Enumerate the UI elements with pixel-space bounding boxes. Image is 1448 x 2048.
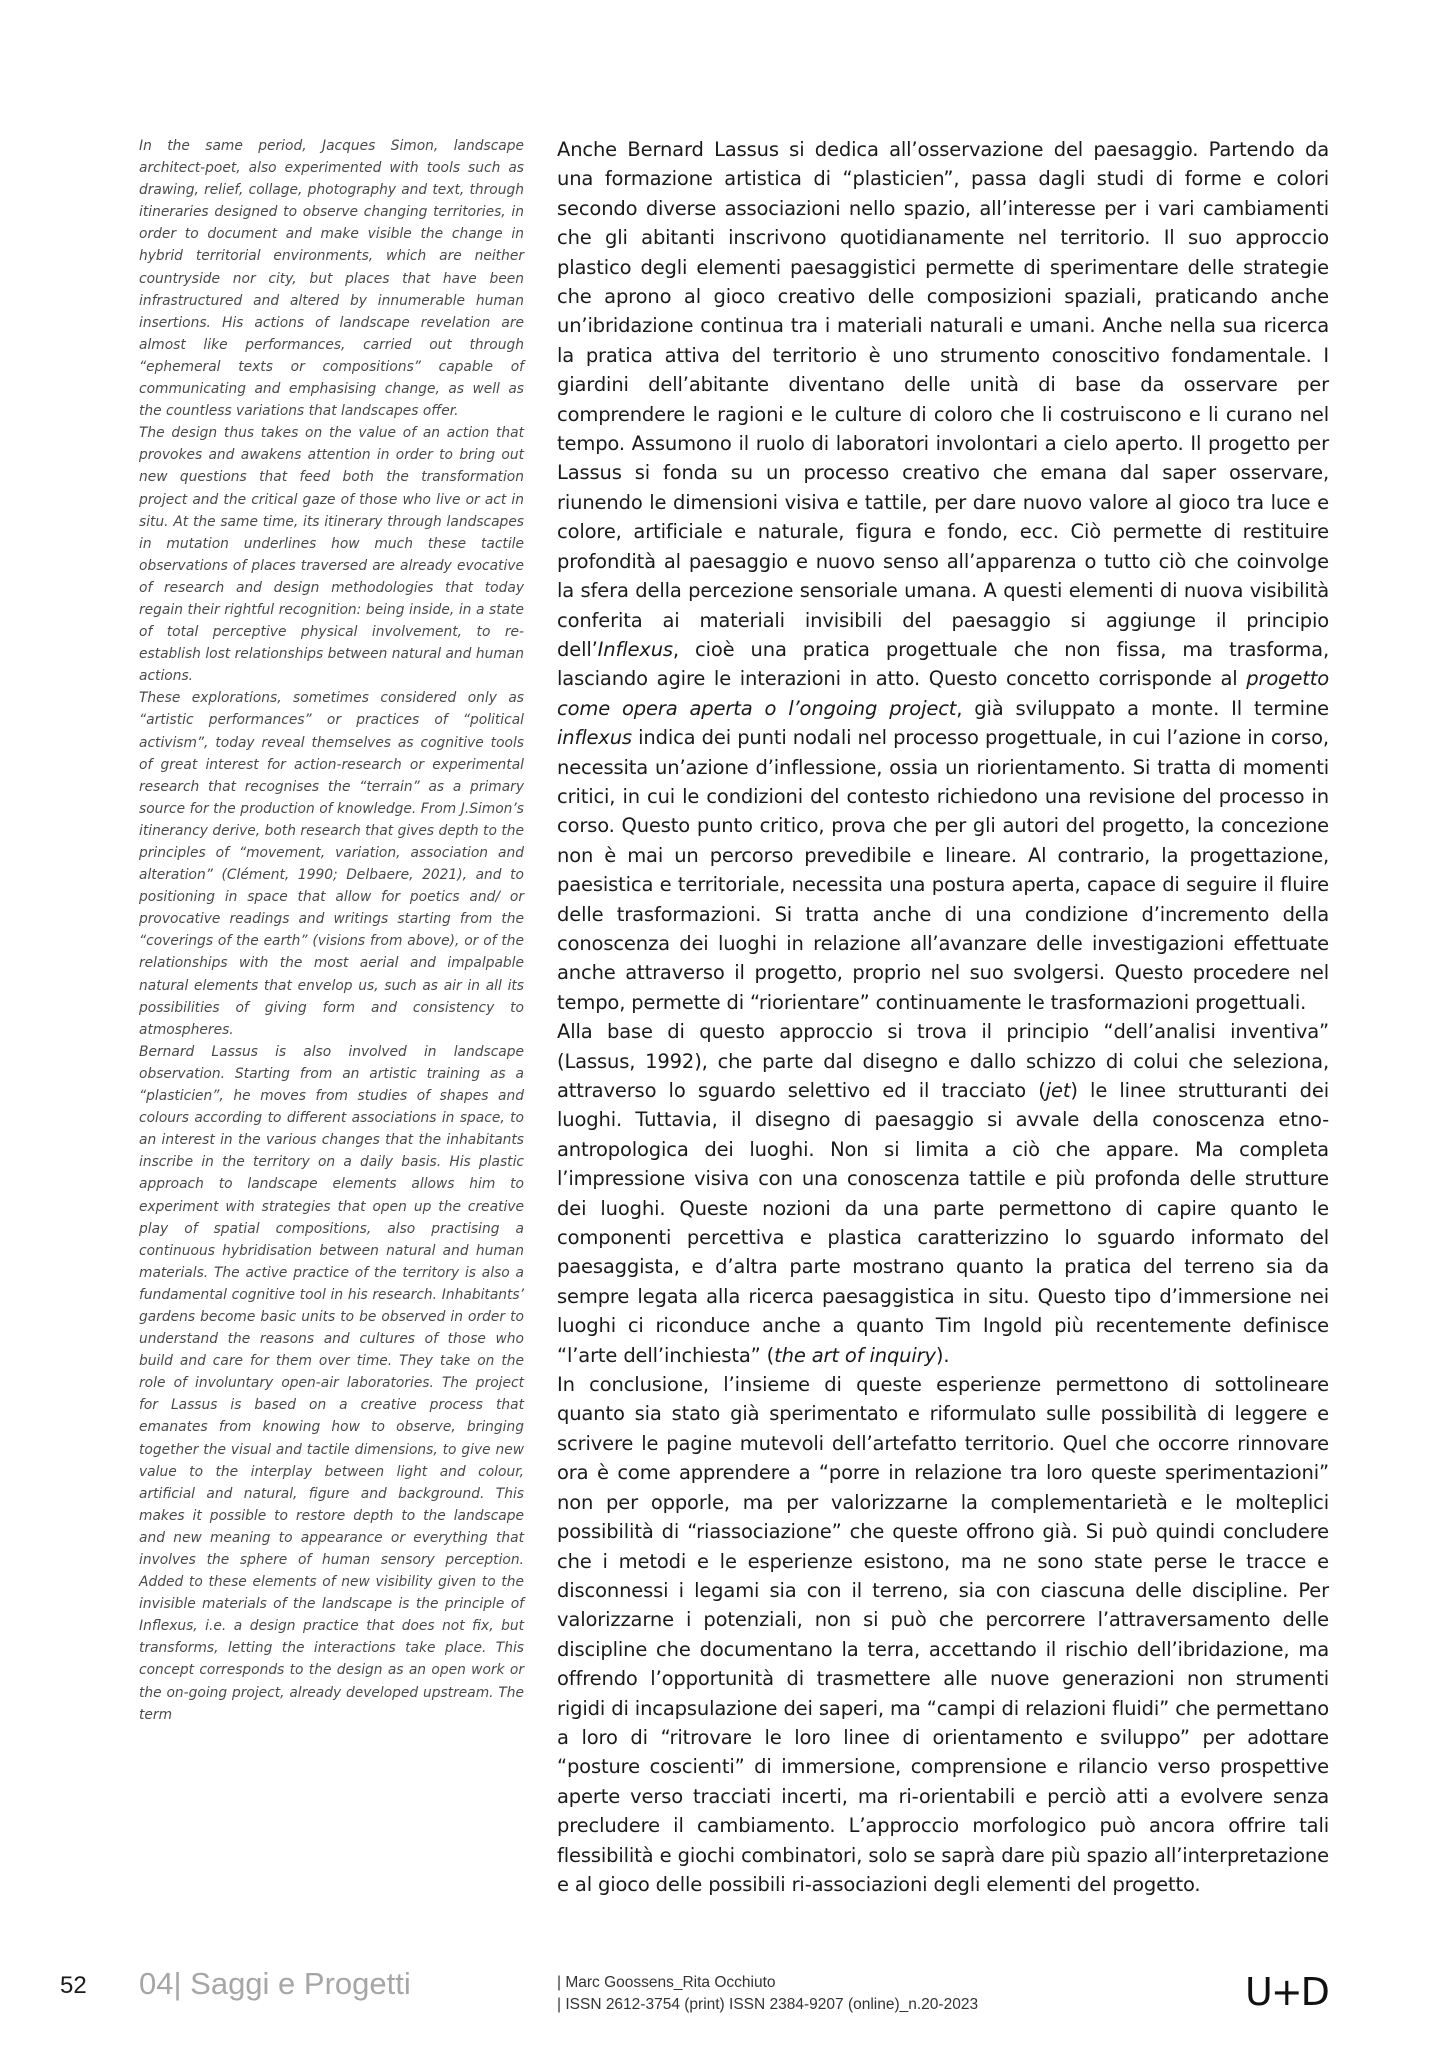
text-run: ). <box>935 1343 950 1367</box>
text-run-italic: the art of inquiry <box>774 1343 936 1367</box>
text-run-italic: progetto come opera aperta o l’ongoing project <box>557 667 1329 720</box>
footer-issn: | ISSN 2612-3754 (print) ISSN 2384-9207 (online)_n.20-2023 <box>557 1996 979 2013</box>
text-run-italic: inflexus <box>557 726 632 750</box>
left-paragraph-1: In the same period, Jacques Simon, landscape architect-poet, also experimented with tools such as drawing, relief, collage, photography and text, through itineraries designed to observe changing territories, in order to document and make visible the change in hybrid territorial environments, which are neither countryside nor city, but places that have been infrastructured and altered by innumerable human insertions. His actions of landscape revelation are almost like performances, carried out through “ephemeral texts or compositions” capable of communicating and emphasising change, as well as the countless variations that landscapes offer. <box>139 138 524 420</box>
right-paragraph-3: In conclusione, l’insieme di queste esperienze permettono di sottolineare quanto sia stato già sperimentato e riformulato sulle possibilità di leggere e scrivere le pagine mutevoli dell’artefatto territorio. Quel che occorre rinnovare ora è come apprendere a “porre in relazione tra loro queste sperimentazioni” non per opporle, ma per valorizzarne la complementarietà e le molteplici possibilità di “riassociazione” che queste offrono già. Si può quindi concludere che i metodi e le esperienze esistono, ma ne sono state perse le tracce e disconnessi i legami sia con il terreno, sia con ciascuna delle discipline. Per valorizzarne i potenziali, non si può che percorrere l’attraversamento delle discipline che documentano la terra, accettando il rischio dell’ibridazione, ma offrendo l’opportunità di trasmettere alle nuove generazioni non strumenti rigidi di incapsulazione dei saperi, ma “campi di relazioni fluidi” che permettano a loro di “ritrovare le loro linee di orientamento e sviluppo” per adottare “posture coscienti” di immersione, comprensione e rilancio verso prospettive aperte verso tracciati incerti, ma ri-orientabili e perciò atti a evolvere senza precludere il cambiamento. L’approccio morfologico può ancora offrire tali flessibilità e giochi combinatori, solo se saprà dare più spazio all’interpretazione e al gioco delle possibili ri-associazioni degli elementi del progetto. <box>557 1373 1329 1896</box>
left-paragraph-3: These explorations, sometimes considered only as “artistic performances” or practices of “political activism”, today reveal themselves as cognitive tools of great interest for action-research or experimental research that recognises the “terrain” as a primary source for the production of knowledge. From J.Simon’s itinerancy derive, both research that gives depth to the principles of “movement, variation, association and alteration” (Clément, 1990; Delbaere, 2021), and to positioning in space that allow for poetics and/ or provocative readings and writings starting from the “coverings of the earth” (visions from above), or of the relationships with the most aerial and impalpable natural elements that envelop us, such as air in all its possibilities of giving form and consistency to atmospheres. <box>139 690 524 1038</box>
left-paragraph-2: The design thus takes on the value of an action that provokes and awakens attention in order to bring out new questions that feed both the transformation project and the critical gaze of those who live or act in situ. At the same time, its itinerary through landscapes in mutation underlines how much these tactile observations of places traversed are already evocative of research and design methodologies that today regain their rightful recognition: being inside, in a state of total perceptive physical involvement, to re-establish lost relationships between natural and human actions. <box>139 425 524 685</box>
text-run: Anche Bernard Lassus si dedica all’osservazione del paesaggio. Partendo da una formazione artistica di “plasticien”, passa dagli studi di forme e colori secondo diverse associazioni nello spazio, all’interesse per i vari cambiamenti che gli abitanti inscrivono quotidianamente nel territorio. Il suo approccio plastico degli elementi paesaggistici permette di sperimentare delle strategie che aprono al gioco creativo delle composizioni spaziali, praticando anche un’ibridazione continua tra i materiali naturali e umani. Anche nella sua ricerca la pratica attiva del territorio è uno strumento conoscitivo fondamentale. I giardini dell’abitante diventano delle unità di base da osservare per comprendere le ragioni e le culture di coloro che li costruiscono e li curano nel tempo. Assumono il ruolo di laboratori involontari a cielo aperto. Il progetto per Lassus si fonda su un processo creativo che emana dal saper osservare, riunendo le dimensioni visiva e tattile, per dare nuovo valore al gioco tra luce e colore, artificiale e naturale, figura e fondo, ecc. Ciò permette di restituire profondità al paesaggio e nuovo senso all’apparenza o tutto ciò che coinvolge la sfera della percezione sensoriale umana. A questi elementi di nuova visibilità conferita ai materiali invisibili del paesaggio si aggiunge il principio dell’ <box>557 138 1329 661</box>
text-run: indica dei punti nodali nel processo progettuale, in cui l’azione in corso, necessita un’azione d’inflessione, ossia un riorientamento. Si tratta di momenti critici, in cui le condizioni del contesto richiedono una revisione del processo in corso. Questo punto critico, prova che per gli autori del progetto, la concezione non è mai un percorso prevedibile e lineare. Al contrario, la progettazione, paesistica e territoriale, necessita una postura aperta, capace di seguire il fluire delle trasformazioni. Si tratta anche di una condizione d’incremento della conoscenza dei luoghi in relazione all’avanzare delle investigazioni effettuate anche attraverso il progetto, proprio nel suo svolgersi. Questo procedere nel tempo, permette di “riorientare” continuamente le trasformazioni progettuali. <box>557 726 1329 1014</box>
page-number: 52 <box>60 1972 87 1999</box>
journal-logo: U+D <box>1245 1970 1328 2014</box>
text-run: ) le linee strutturanti dei luoghi. Tuttavia, il disegno di paesaggio si avvale della conoscenza etno-antropologica dei luoghi. Non si limita a ciò che appare. Ma completa l’impressione visiva con una conoscenza tattile e più profonda delle strutture dei luoghi. Queste nozioni da una parte permettono di capire quanto le componenti percettiva e plastica caratterizzino lo sguardo informato del paesaggista, e d’altra parte mostrano quanto la pratica del terreno sia da sempre legata alla ricerca paesaggistica in situ. Questo tipo d’immersione nei luoghi ci riconduce anche a quanto Tim Ingold più recentemente definisce “l’arte dell’inchiesta” ( <box>557 1079 1330 1367</box>
text-run-italic: Inflexus <box>597 637 673 661</box>
italian-main-column <box>557 135 1329 1899</box>
right-paragraph-2 <box>557 1017 1329 1370</box>
text-run: , già sviluppato a monte. Il termine <box>956 696 1330 720</box>
english-translation-column <box>139 135 524 1726</box>
footer-metadata <box>557 1972 978 2016</box>
footer-authors: | Marc Goossens_Rita Occhiuto <box>557 1974 776 1991</box>
section-title: 04| Saggi e Progetti <box>139 1966 411 2001</box>
left-paragraph-4: Bernard Lassus is also involved in landscape observation. Starting from an artistic training as a “plasticien”, he moves from studies of shapes and colours according to different associations in space, to an interest in the various changes that the inhabitants inscribe in the territory on a daily basis. His plastic approach to landscape elements allows him to experiment with strategies that open up the creative play of spatial compositions, also practising a continuous hybridisation between natural and human materials. The active practice of the territory is also a fundamental cognitive tool in his research. Inhabitants’ gardens become basic units to be observed in order to understand the reasons and cultures of those who build and care for them over time. They take on the role of involuntary open-air laboratories. The project for Lassus is based on a creative process that emanates from knowing how to observe, bringing together the visual and tactile dimensions, to give new value to the interplay between light and colour, artificial and natural, figure and background. This makes it possible to restore depth to the landscape and new meaning to appearance or everything that involves the sphere of human sensory perception. Added to these elements of new visibility given to the invisible materials of the landscape is the principle of Inflexus, i.e. a design practice that does not fix, but transforms, letting the interactions take place. This concept corresponds to the design as an open work or the on-going project, already developed upstream. The term <box>139 1043 524 1723</box>
text-run: , cioè una pratica progettuale che non fissa, ma trasforma, lasciando agire le interazioni in atto. Questo concetto corrisponde al <box>557 637 1329 691</box>
text-run-italic: jet <box>1045 1079 1071 1102</box>
right-paragraph-1 <box>557 135 1329 1017</box>
text-run: Alla base di questo approccio si trova il principio “dell’analisi inventiva” (Lassus, 1992), che parte dal disegno e dallo schizzo di colui che seleziona, attraverso lo sguardo selettivo ed il tracciato ( <box>557 1020 1329 1102</box>
